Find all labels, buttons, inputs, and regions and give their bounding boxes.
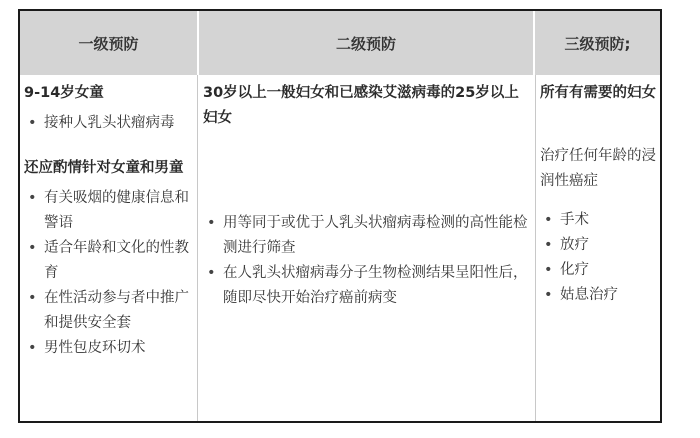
primary-group1-list <box>24 111 193 136</box>
primary-group1-title: 9-14岁女童 <box>24 85 104 101</box>
list-item: • 放疗 <box>540 233 656 258</box>
table-header-row <box>20 11 660 75</box>
prevention-table <box>18 9 662 423</box>
secondary-list <box>203 211 531 311</box>
primary-prevention-cell <box>20 75 197 421</box>
header-primary-prevention: 一级预防 <box>20 11 197 75</box>
list-item: • 有关吸烟的健康信息和警语 <box>24 186 193 236</box>
list-item: • 在性活动参与者中推广和提供安全套 <box>24 286 193 336</box>
list-item: • 在人乳头状瘤病毒分子生物检测结果呈阳性后，随即尽快开始治疗癌前病变 <box>203 261 531 311</box>
tertiary-list <box>540 208 656 308</box>
tertiary-description: 治疗任何年龄的浸润性癌症 <box>540 148 656 189</box>
list-item: • 用等同于或优于人乳头状瘤病毒检测的高性能检测进行筛查 <box>203 211 531 261</box>
list-item: • 化疗 <box>540 258 656 283</box>
header-tertiary-prevention: 三级预防; <box>533 11 660 75</box>
secondary-title: 30岁以上一般妇女和已感染艾滋病毒的25岁以上妇女 <box>203 85 519 126</box>
list-item: • 手术 <box>540 208 656 233</box>
list-item: • 接种人乳头状瘤病毒 <box>24 111 193 136</box>
secondary-prevention-cell <box>197 75 535 421</box>
primary-group2-list <box>24 186 193 361</box>
list-item: • 适合年龄和文化的性教育 <box>24 236 193 286</box>
primary-group2-title: 还应酌情针对女童和男童 <box>24 160 184 176</box>
tertiary-prevention-cell <box>535 75 660 421</box>
tertiary-title: 所有有需要的妇女 <box>540 85 656 101</box>
list-item: • 姑息治疗 <box>540 283 656 308</box>
list-item: • 男性包皮环切术 <box>24 336 193 361</box>
header-secondary-prevention: 二级预防 <box>197 11 533 75</box>
